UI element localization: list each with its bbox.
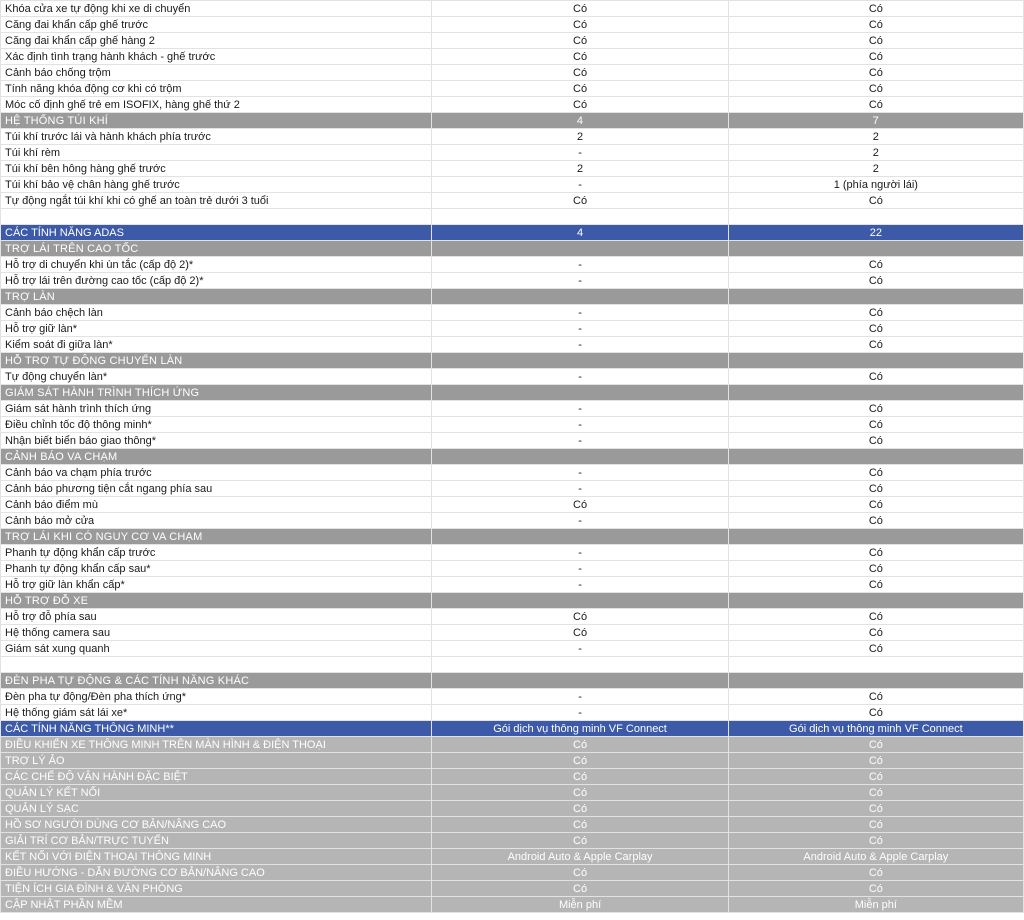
feature-name-cell: HỖ TRỢ ĐỖ XE xyxy=(1,593,432,609)
table-row xyxy=(1,625,1024,641)
table-row xyxy=(1,273,1024,289)
variant-1-value-cell: Có xyxy=(432,65,728,81)
variant-1-value-cell: Gói dịch vụ thông minh VF Connect xyxy=(432,721,728,737)
feature-name-cell: Căng đai khẩn cấp ghế hàng 2 xyxy=(1,33,432,49)
feature-name-cell xyxy=(1,657,432,673)
table-row xyxy=(1,897,1024,913)
table-row xyxy=(1,721,1024,737)
variant-1-value-cell: Có xyxy=(432,817,728,833)
feature-name-cell: Nhận biết biển báo giao thông* xyxy=(1,433,432,449)
table-row xyxy=(1,369,1024,385)
variant-1-value-cell: - xyxy=(432,177,728,193)
variant-1-value-cell: Có xyxy=(432,785,728,801)
table-row xyxy=(1,305,1024,321)
table-row xyxy=(1,561,1024,577)
variant-1-value-cell: - xyxy=(432,273,728,289)
variant-1-value-cell: Có xyxy=(432,17,728,33)
feature-name-cell: Phanh tự động khẩn cấp sau* xyxy=(1,561,432,577)
variant-2-value-cell: Có xyxy=(728,545,1023,561)
variant-1-value-cell xyxy=(432,593,728,609)
feature-name-cell: Căng đai khẩn cấp ghế trước xyxy=(1,17,432,33)
feature-name-cell: Đèn pha tự động/Đèn pha thích ứng* xyxy=(1,689,432,705)
variant-2-value-cell xyxy=(728,449,1023,465)
variant-1-value-cell: - xyxy=(432,689,728,705)
variant-2-value-cell: Có xyxy=(728,17,1023,33)
table-row xyxy=(1,193,1024,209)
table-row xyxy=(1,257,1024,273)
variant-2-value-cell: Có xyxy=(728,1,1023,17)
feature-name-cell: CÁC TÍNH NĂNG ADAS xyxy=(1,225,432,241)
table-row xyxy=(1,865,1024,881)
table-row xyxy=(1,289,1024,305)
table-row xyxy=(1,673,1024,689)
table-row xyxy=(1,833,1024,849)
feature-name-cell: Điều chỉnh tốc độ thông minh* xyxy=(1,417,432,433)
variant-2-value-cell xyxy=(728,241,1023,257)
variant-2-value-cell: Miễn phí xyxy=(728,897,1023,913)
feature-name-cell: Cảnh báo chệch làn xyxy=(1,305,432,321)
variant-1-value-cell: - xyxy=(432,369,728,385)
feature-name-cell: TRỢ LÀN xyxy=(1,289,432,305)
feature-name-cell: Hỗ trợ giữ làn* xyxy=(1,321,432,337)
table-row xyxy=(1,433,1024,449)
variant-1-value-cell: - xyxy=(432,561,728,577)
table-row xyxy=(1,577,1024,593)
variant-2-value-cell: Có xyxy=(728,273,1023,289)
variant-2-value-cell: Có xyxy=(728,305,1023,321)
table-row xyxy=(1,609,1024,625)
table-row xyxy=(1,337,1024,353)
feature-name-cell: CẢNH BÁO VA CHẠM xyxy=(1,449,432,465)
table-row xyxy=(1,801,1024,817)
feature-name-cell: Tự động ngắt túi khí khi có ghế an toàn trẻ dưới 3 tuổi xyxy=(1,193,432,209)
table-row xyxy=(1,753,1024,769)
variant-1-value-cell: - xyxy=(432,337,728,353)
feature-name-cell: ĐIỀU KHIỂN XE THÔNG MINH TRÊN MÀN HÌNH & ĐIỆN THOẠI xyxy=(1,737,432,753)
variant-2-value-cell: Có xyxy=(728,433,1023,449)
variant-1-value-cell xyxy=(432,657,728,673)
table-row xyxy=(1,497,1024,513)
feature-name-cell: HỖ TRỢ TỰ ĐỘNG CHUYỂN LÀN xyxy=(1,353,432,369)
feature-name-cell: Túi khí rèm xyxy=(1,145,432,161)
variant-2-value-cell: Có xyxy=(728,497,1023,513)
variant-2-value-cell: Có xyxy=(728,65,1023,81)
variant-2-value-cell: 2 xyxy=(728,129,1023,145)
variant-1-value-cell: Có xyxy=(432,81,728,97)
variant-2-value-cell xyxy=(728,353,1023,369)
variant-1-value-cell: Có xyxy=(432,881,728,897)
variant-1-value-cell: 2 xyxy=(432,161,728,177)
table-row xyxy=(1,449,1024,465)
variant-2-value-cell: Có xyxy=(728,753,1023,769)
variant-1-value-cell: - xyxy=(432,433,728,449)
variant-1-value-cell: Có xyxy=(432,33,728,49)
table-row xyxy=(1,657,1024,673)
table-row xyxy=(1,737,1024,753)
table-row xyxy=(1,209,1024,225)
table-row xyxy=(1,881,1024,897)
feature-name-cell: Kiểm soát đi giữa làn* xyxy=(1,337,432,353)
variant-2-value-cell: Có xyxy=(728,833,1023,849)
feature-name-cell: QUẢN LÝ SẠC xyxy=(1,801,432,817)
variant-2-value-cell: Có xyxy=(728,81,1023,97)
variant-2-value-cell: Có xyxy=(728,609,1023,625)
variant-1-value-cell xyxy=(432,209,728,225)
variant-1-value-cell: 4 xyxy=(432,113,728,129)
table-row xyxy=(1,849,1024,865)
variant-2-value-cell: Có xyxy=(728,737,1023,753)
table-row xyxy=(1,33,1024,49)
table-row xyxy=(1,593,1024,609)
feature-name-cell: HỒ SƠ NGƯỜI DÙNG CƠ BẢN/NÂNG CAO xyxy=(1,817,432,833)
feature-name-cell: Giám sát hành trình thích ứng xyxy=(1,401,432,417)
feature-name-cell: GIÁM SÁT HÀNH TRÌNH THÍCH ỨNG xyxy=(1,385,432,401)
variant-2-value-cell: 1 (phía người lái) xyxy=(728,177,1023,193)
variant-1-value-cell: - xyxy=(432,465,728,481)
variant-2-value-cell: 2 xyxy=(728,145,1023,161)
variant-1-value-cell xyxy=(432,449,728,465)
table-row xyxy=(1,769,1024,785)
table-row xyxy=(1,481,1024,497)
variant-2-value-cell: Có xyxy=(728,785,1023,801)
feature-name-cell: Túi khí trước lái và hành khách phía trước xyxy=(1,129,432,145)
feature-name-cell: HỆ THỐNG TÚI KHÍ xyxy=(1,113,432,129)
table-row xyxy=(1,353,1024,369)
table-row xyxy=(1,97,1024,113)
variant-1-value-cell: - xyxy=(432,417,728,433)
variant-1-value-cell xyxy=(432,385,728,401)
variant-1-value-cell: Có xyxy=(432,609,728,625)
feature-name-cell: Khóa cửa xe tự động khi xe di chuyển xyxy=(1,1,432,17)
variant-1-value-cell: Có xyxy=(432,497,728,513)
variant-2-value-cell: Có xyxy=(728,865,1023,881)
table-row xyxy=(1,17,1024,33)
variant-2-value-cell: Có xyxy=(728,577,1023,593)
variant-1-value-cell xyxy=(432,353,728,369)
variant-2-value-cell xyxy=(728,673,1023,689)
variant-2-value-cell: 22 xyxy=(728,225,1023,241)
variant-1-value-cell: - xyxy=(432,513,728,529)
feature-name-cell: CÁC TÍNH NĂNG THÔNG MINH** xyxy=(1,721,432,737)
feature-name-cell: Cảnh báo điểm mù xyxy=(1,497,432,513)
table-row xyxy=(1,241,1024,257)
feature-name-cell: Tự động chuyển làn* xyxy=(1,369,432,385)
variant-2-value-cell: Có xyxy=(728,769,1023,785)
variant-2-value-cell: Có xyxy=(728,97,1023,113)
feature-name-cell: Cảnh báo phương tiện cắt ngang phía sau xyxy=(1,481,432,497)
table-row xyxy=(1,529,1024,545)
variant-2-value-cell xyxy=(728,289,1023,305)
variant-2-value-cell: 2 xyxy=(728,161,1023,177)
variant-1-value-cell: Có xyxy=(432,801,728,817)
feature-name-cell: Phanh tự động khẩn cấp trước xyxy=(1,545,432,561)
table-row xyxy=(1,401,1024,417)
feature-name-cell: TRỢ LÁI TRÊN CAO TỐC xyxy=(1,241,432,257)
feature-name-cell: Cảnh báo chống trộm xyxy=(1,65,432,81)
variant-1-value-cell: - xyxy=(432,305,728,321)
variant-2-value-cell: Có xyxy=(728,561,1023,577)
table-row xyxy=(1,129,1024,145)
feature-name-cell: ĐÈN PHA TỰ ĐỘNG & CÁC TÍNH NĂNG KHÁC xyxy=(1,673,432,689)
feature-name-cell: Cảnh báo va chạm phía trước xyxy=(1,465,432,481)
variant-2-value-cell: Có xyxy=(728,337,1023,353)
feature-name-cell: Hỗ trợ lái trên đường cao tốc (cấp độ 2)* xyxy=(1,273,432,289)
variant-2-value-cell xyxy=(728,593,1023,609)
variant-2-value-cell: Có xyxy=(728,369,1023,385)
variant-1-value-cell: - xyxy=(432,481,728,497)
table-row xyxy=(1,177,1024,193)
table-body xyxy=(1,1,1024,913)
feature-name-cell: Túi khí bên hông hàng ghế trước xyxy=(1,161,432,177)
feature-name-cell: Tính năng khóa động cơ khi có trộm xyxy=(1,81,432,97)
feature-name-cell: QUẢN LÝ KẾT NỐI xyxy=(1,785,432,801)
variant-1-value-cell xyxy=(432,529,728,545)
feature-name-cell: Cảnh báo mở cửa xyxy=(1,513,432,529)
feature-name-cell: CÁC CHẾ ĐỘ VẬN HÀNH ĐẶC BIỆT xyxy=(1,769,432,785)
variant-1-value-cell: 4 xyxy=(432,225,728,241)
variant-1-value-cell: Có xyxy=(432,753,728,769)
variant-1-value-cell xyxy=(432,673,728,689)
table-row xyxy=(1,689,1024,705)
variant-1-value-cell: - xyxy=(432,321,728,337)
variant-2-value-cell: Có xyxy=(728,689,1023,705)
feature-name-cell: Hỗ trợ di chuyển khi ùn tắc (cấp độ 2)* xyxy=(1,257,432,273)
variant-2-value-cell: Có xyxy=(728,881,1023,897)
variant-2-value-cell: Có xyxy=(728,193,1023,209)
table-row xyxy=(1,785,1024,801)
table-row xyxy=(1,145,1024,161)
variant-2-value-cell: Có xyxy=(728,481,1023,497)
table-row xyxy=(1,513,1024,529)
table-row xyxy=(1,161,1024,177)
table-row xyxy=(1,113,1024,129)
variant-1-value-cell: - xyxy=(432,257,728,273)
variant-1-value-cell: Có xyxy=(432,833,728,849)
variant-2-value-cell: Có xyxy=(728,465,1023,481)
variant-2-value-cell: Có xyxy=(728,257,1023,273)
table-row xyxy=(1,417,1024,433)
variant-2-value-cell: Android Auto & Apple Carplay xyxy=(728,849,1023,865)
feature-name-cell: CẬP NHẬT PHẦN MỀM xyxy=(1,897,432,913)
variant-2-value-cell: Có xyxy=(728,705,1023,721)
variant-1-value-cell: Có xyxy=(432,49,728,65)
feature-name-cell xyxy=(1,209,432,225)
table-row xyxy=(1,1,1024,17)
feature-name-cell: GIẢI TRÍ CƠ BẢN/TRỰC TUYẾN xyxy=(1,833,432,849)
variant-2-value-cell xyxy=(728,529,1023,545)
variant-2-value-cell: Có xyxy=(728,49,1023,65)
table-row xyxy=(1,65,1024,81)
feature-name-cell: Hệ thống camera sau xyxy=(1,625,432,641)
variant-1-value-cell xyxy=(432,241,728,257)
table-row xyxy=(1,49,1024,65)
variant-1-value-cell: - xyxy=(432,145,728,161)
variant-1-value-cell: - xyxy=(432,641,728,657)
feature-name-cell: Xác định tình trạng hành khách - ghế trước xyxy=(1,49,432,65)
variant-1-value-cell: Có xyxy=(432,97,728,113)
table-row xyxy=(1,641,1024,657)
variant-2-value-cell xyxy=(728,385,1023,401)
variant-2-value-cell: Có xyxy=(728,401,1023,417)
table-row xyxy=(1,225,1024,241)
variant-1-value-cell: 2 xyxy=(432,129,728,145)
variant-2-value-cell: Có xyxy=(728,417,1023,433)
feature-name-cell: Hỗ trợ đỗ phía sau xyxy=(1,609,432,625)
variant-2-value-cell: 7 xyxy=(728,113,1023,129)
table-row xyxy=(1,817,1024,833)
feature-name-cell: Hỗ trợ giữ làn khẩn cấp* xyxy=(1,577,432,593)
variant-1-value-cell: Có xyxy=(432,193,728,209)
variant-1-value-cell xyxy=(432,289,728,305)
variant-2-value-cell xyxy=(728,657,1023,673)
variant-1-value-cell: Có xyxy=(432,625,728,641)
variant-2-value-cell: Có xyxy=(728,321,1023,337)
table-row xyxy=(1,465,1024,481)
feature-name-cell: Hệ thống giám sát lái xe* xyxy=(1,705,432,721)
variant-2-value-cell: Có xyxy=(728,641,1023,657)
table-row xyxy=(1,385,1024,401)
feature-name-cell: TRỢ LÁI KHI CÓ NGUY CƠ VA CHẠM xyxy=(1,529,432,545)
feature-name-cell: TRỢ LÝ ẢO xyxy=(1,753,432,769)
table-row xyxy=(1,705,1024,721)
table-row xyxy=(1,321,1024,337)
variant-1-value-cell: Miễn phí xyxy=(432,897,728,913)
variant-2-value-cell: Có xyxy=(728,33,1023,49)
variant-2-value-cell: Có xyxy=(728,817,1023,833)
feature-name-cell: ĐIỀU HƯỚNG - DẪN ĐƯỜNG CƠ BẢN/NÂNG CAO xyxy=(1,865,432,881)
variant-1-value-cell: - xyxy=(432,401,728,417)
feature-name-cell: Giám sát xung quanh xyxy=(1,641,432,657)
variant-1-value-cell: Có xyxy=(432,737,728,753)
feature-name-cell: KẾT NỐI VỚI ĐIỆN THOẠI THÔNG MINH xyxy=(1,849,432,865)
variant-1-value-cell: - xyxy=(432,545,728,561)
feature-name-cell: Móc cố định ghế trẻ em ISOFIX, hàng ghế thứ 2 xyxy=(1,97,432,113)
table-row xyxy=(1,81,1024,97)
variant-1-value-cell: - xyxy=(432,705,728,721)
feature-name-cell: TIỆN ÍCH GIA ĐÌNH & VĂN PHÒNG xyxy=(1,881,432,897)
variant-2-value-cell: Có xyxy=(728,513,1023,529)
variant-1-value-cell: - xyxy=(432,577,728,593)
variant-2-value-cell xyxy=(728,209,1023,225)
variant-2-value-cell: Có xyxy=(728,801,1023,817)
variant-1-value-cell: Android Auto & Apple Carplay xyxy=(432,849,728,865)
variant-1-value-cell: Có xyxy=(432,769,728,785)
feature-name-cell: Túi khí bảo vệ chân hàng ghế trước xyxy=(1,177,432,193)
variant-1-value-cell: Có xyxy=(432,1,728,17)
variant-2-value-cell: Có xyxy=(728,625,1023,641)
variant-1-value-cell: Có xyxy=(432,865,728,881)
variant-2-value-cell: Gói dịch vụ thông minh VF Connect xyxy=(728,721,1023,737)
table-row xyxy=(1,545,1024,561)
